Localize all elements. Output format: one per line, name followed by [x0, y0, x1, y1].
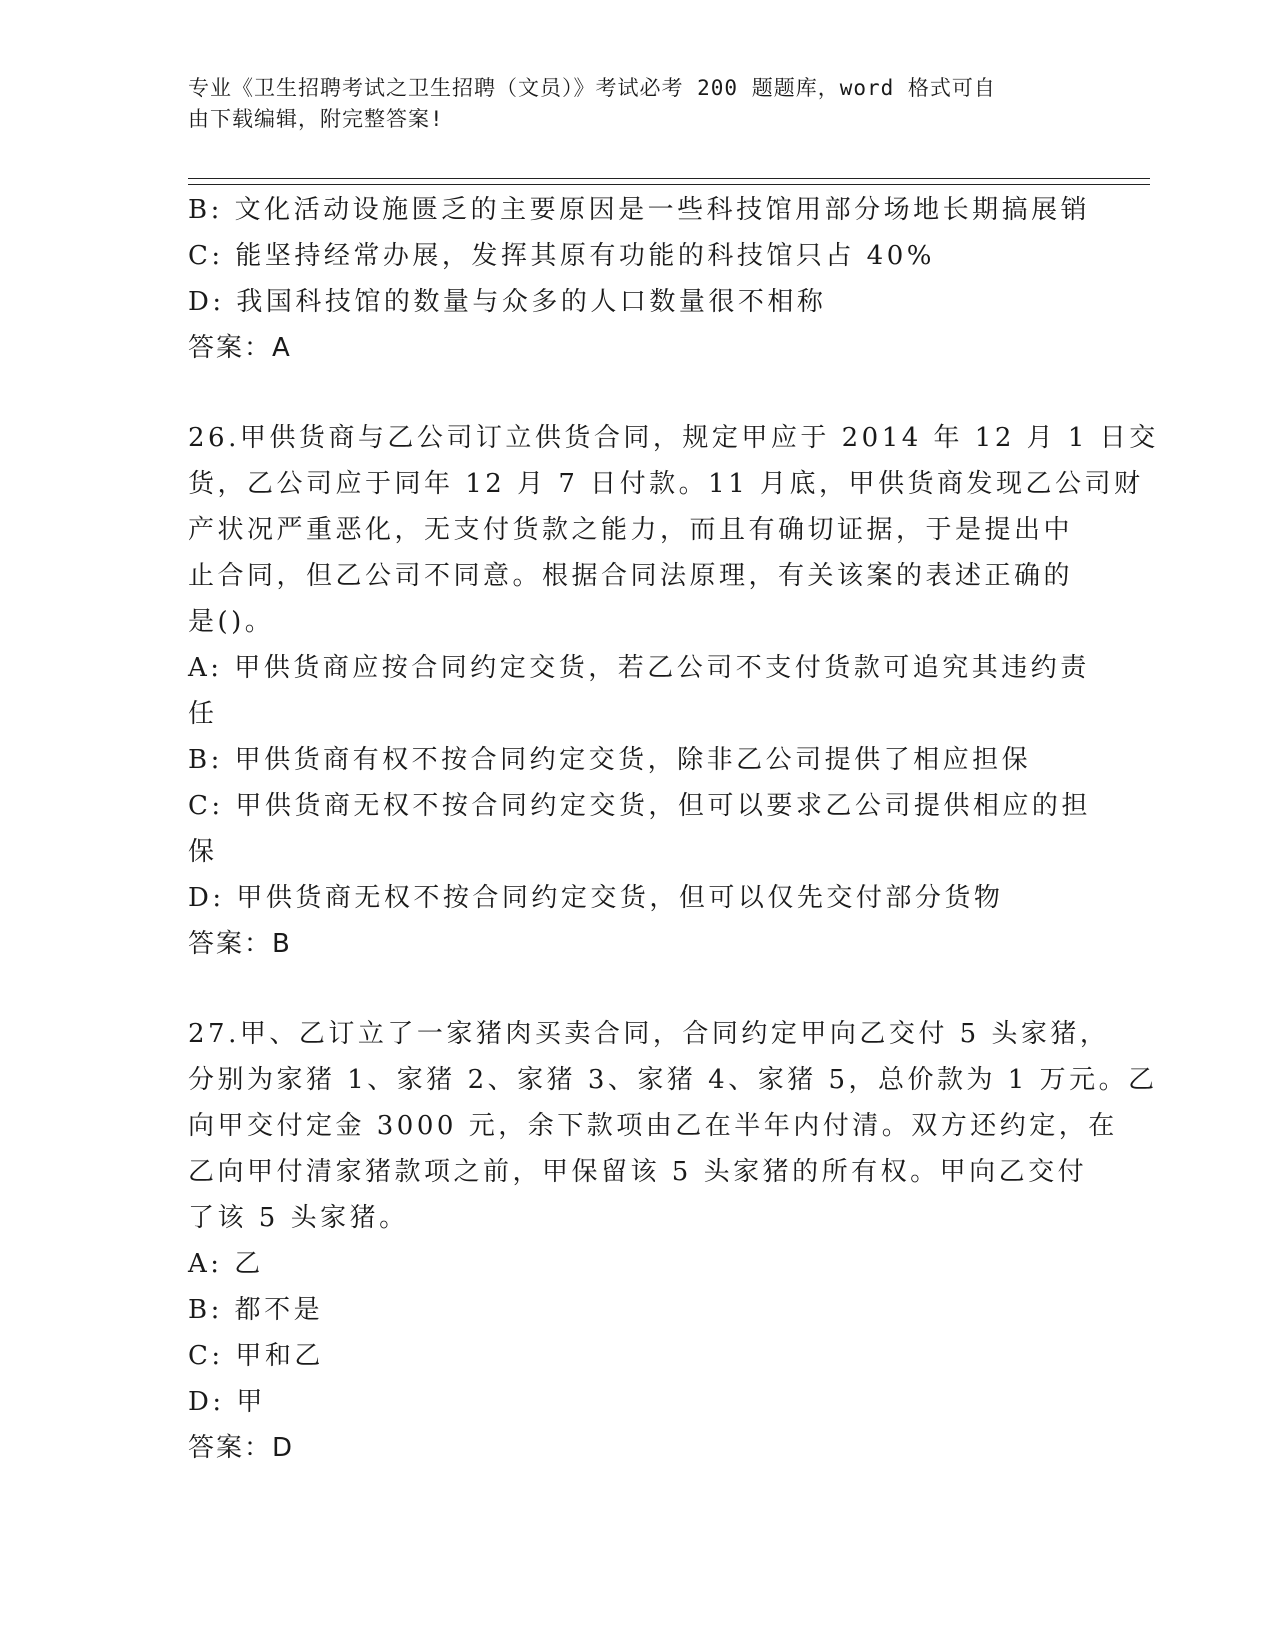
- option-d: D: 甲供货商无权不按合同约定交货，但可以仅先交付部分货物: [188, 883, 1004, 913]
- header-rule-top: [188, 178, 1150, 179]
- document-header: [188, 73, 1068, 135]
- question-stem-line: 分别为家猪 1、家猪 2、家猪 3、家猪 4、家猪 5，总价款为 1 万元。乙: [188, 1065, 1158, 1095]
- option-c: C: 甲和乙: [188, 1341, 324, 1371]
- question-26: [188, 415, 1159, 967]
- question-stem-line: 产状况严重恶化，无支付货款之能力，而且有确切证据，于是提出中: [188, 515, 1074, 545]
- header-rule-bottom: [188, 184, 1150, 185]
- option-c-continued: 保: [188, 837, 218, 867]
- option-a: A: 乙: [188, 1249, 264, 1279]
- question-stem-line: 是()。: [188, 607, 275, 637]
- question-27: [188, 1011, 1158, 1471]
- question-stem-line: 货，乙公司应于同年 12 月 7 日付款。11 月底，甲供货商发现乙公司财: [188, 469, 1144, 499]
- question-stem-line: 27.甲、乙订立了一家猪肉买卖合同，合同约定甲向乙交付 5 头家猪，: [188, 1019, 1110, 1049]
- question-25-remainder: [188, 187, 1091, 371]
- header-line-2: 由下载编辑，附完整答案!: [188, 107, 444, 131]
- question-stem-line: 了该 5 头家猪。: [188, 1203, 409, 1233]
- header-line-1: 专业《卫生招聘考试之卫生招聘（文员）》考试必考 200 题题库，word 格式可自: [188, 76, 996, 100]
- answer: 答案：B: [188, 929, 292, 959]
- question-stem-line: 26.甲供货商与乙公司订立供货合同，规定甲应于 2014 年 12 月 1 日交: [188, 423, 1159, 453]
- option-d: D: 甲: [188, 1387, 266, 1417]
- option-a: A: 甲供货商应按合同约定交货，若乙公司不支付货款可追究其违约责: [188, 653, 1090, 683]
- answer: 答案：A: [188, 333, 292, 363]
- option-b: B: 甲供货商有权不按合同约定交货，除非乙公司提供了相应担保: [188, 745, 1032, 775]
- question-stem-line: 向甲交付定金 3000 元，余下款项由乙在半年内付清。双方还约定，在: [188, 1111, 1118, 1141]
- option-d: D: 我国科技馆的数量与众多的人口数量很不相称: [188, 287, 827, 317]
- document-body: [188, 187, 1159, 1471]
- question-stem-line: 止合同，但乙公司不同意。根据合同法原理，有关该案的表述正确的: [188, 561, 1074, 591]
- question-stem-line: 乙向甲付清家猪款项之前，甲保留该 5 头家猪的所有权。甲向乙交付: [188, 1157, 1088, 1187]
- answer: 答案：D: [188, 1433, 295, 1463]
- option-b: B: 都不是: [188, 1295, 324, 1325]
- option-c: C: 甲供货商无权不按合同约定交货，但可以要求乙公司提供相应的担: [188, 791, 1091, 821]
- option-a-continued: 任: [188, 699, 218, 729]
- option-c: C: 能坚持经常办展，发挥其原有功能的科技馆只占 40%: [188, 241, 935, 271]
- option-b: B: 文化活动设施匮乏的主要原因是一些科技馆用部分场地长期搞展销: [188, 195, 1091, 225]
